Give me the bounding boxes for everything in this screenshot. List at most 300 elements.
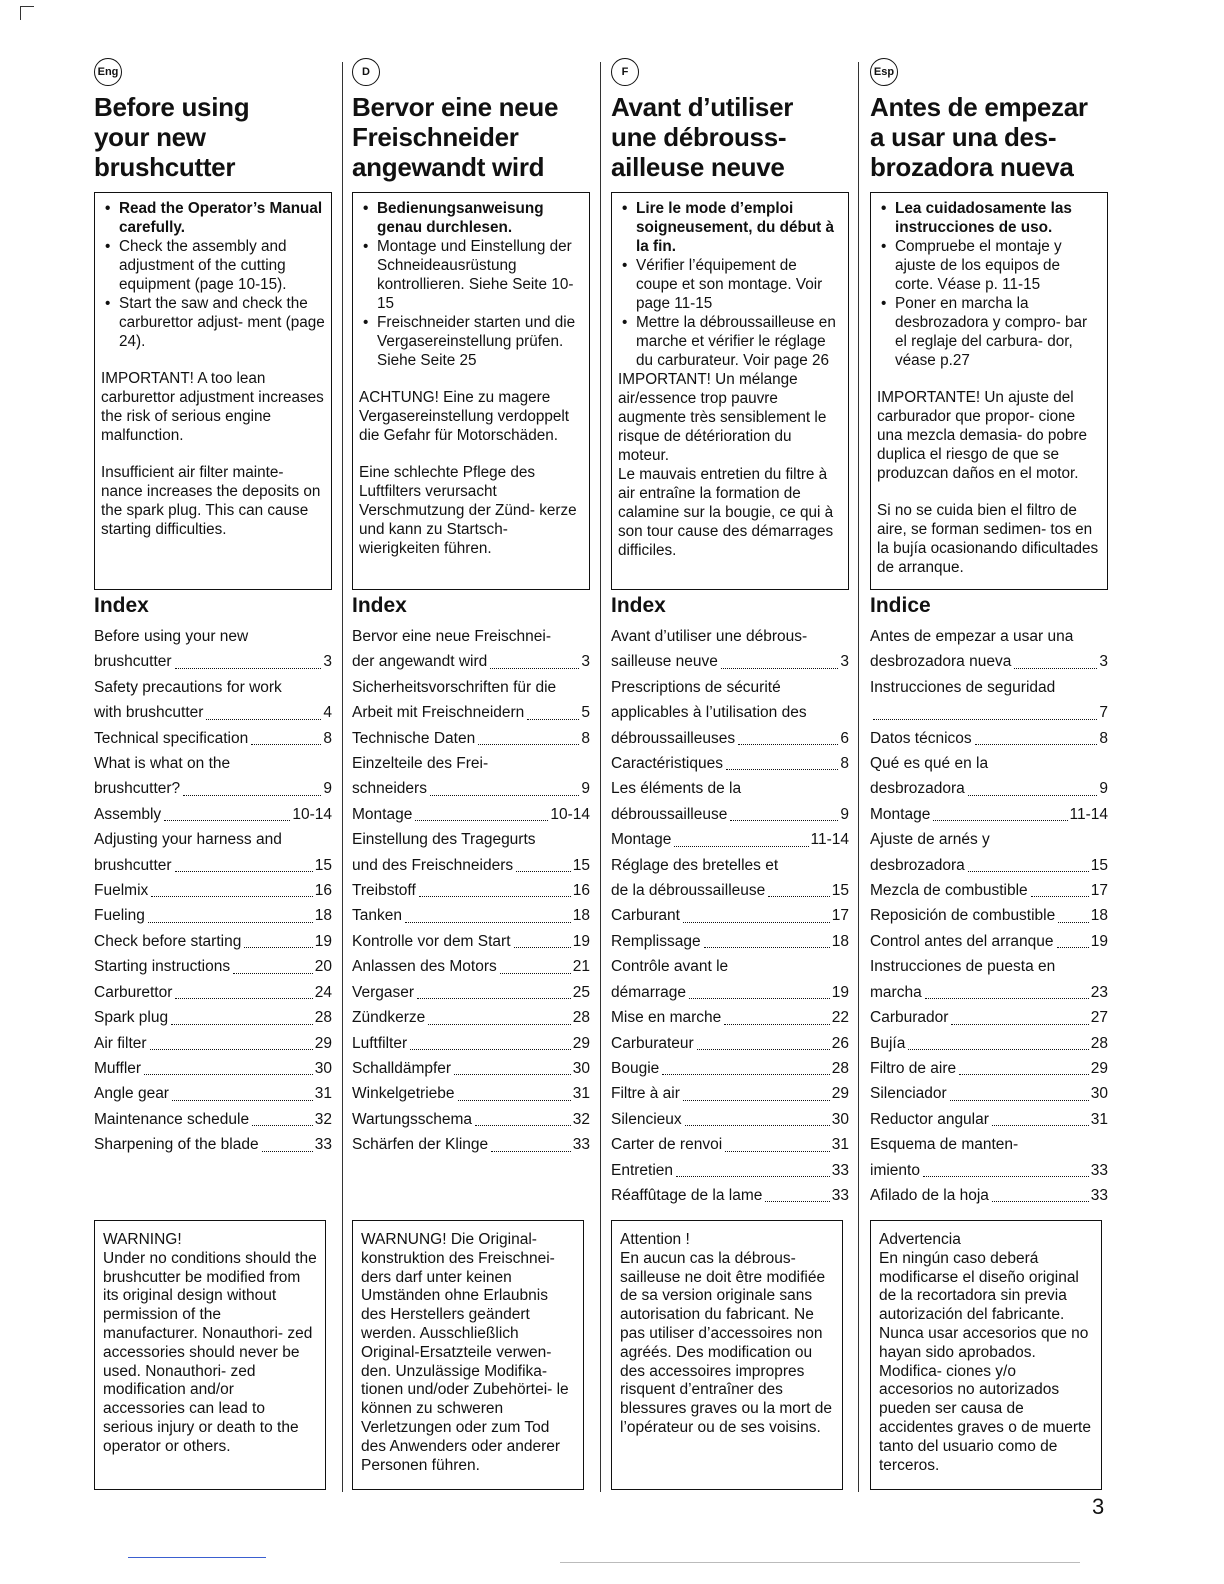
index-entry-page: 19 <box>831 983 849 1001</box>
index-entry[interactable] <box>94 675 332 700</box>
heading-line: Before using <box>94 92 250 122</box>
index-entry-page: 5 <box>581 704 590 722</box>
leader-dots <box>689 980 830 999</box>
index-entry-title: brushcutter? <box>94 780 181 798</box>
leader-dots <box>175 853 313 872</box>
index-entry[interactable] <box>94 1056 332 1081</box>
index-entry-page: 26 <box>831 1034 849 1052</box>
index-entry-page: 30 <box>572 1059 590 1077</box>
index-entry-page: 8 <box>840 755 849 773</box>
index-entry[interactable] <box>94 802 332 827</box>
index-entry-title: Bujía <box>870 1034 906 1052</box>
index-entry-title: der angewandt wird <box>352 653 488 671</box>
index-entry-title: Montage <box>611 831 672 849</box>
leader-dots <box>738 726 838 745</box>
index-entry-title: Spark plug <box>94 1009 169 1027</box>
index-entry-title: Mezcla de combustible <box>870 882 1028 900</box>
index-entry-title: Assembly <box>94 805 162 823</box>
index-entry[interactable] <box>611 903 849 928</box>
index-entry-title: Fueling <box>94 907 145 925</box>
leader-dots <box>768 878 830 897</box>
index-entry-page: 27 <box>1090 1009 1108 1027</box>
index-entry-title: Winkelgetriebe <box>352 1085 455 1103</box>
index-entry-title: Schalldämpfer <box>352 1059 452 1077</box>
index-entry-title: desbrozadora nueva <box>870 653 1012 671</box>
checklist-item: • Read the Operator’s Manual carefully. <box>101 199 325 237</box>
index-entry[interactable] <box>352 675 590 700</box>
index-entry-page: 29 <box>572 1034 590 1052</box>
index-entry[interactable] <box>352 700 590 725</box>
index-entry-page: 28 <box>1090 1034 1108 1052</box>
leader-dots <box>516 853 571 872</box>
index-entry[interactable] <box>94 1031 332 1056</box>
index-entry[interactable] <box>352 624 590 649</box>
index-entry[interactable] <box>870 624 1108 649</box>
index-entry[interactable] <box>94 827 332 852</box>
index-entry-title: Entretien <box>611 1161 674 1179</box>
index-title: Index <box>611 594 666 617</box>
index-entry-title: Control antes del arranque <box>870 932 1054 950</box>
column-german <box>352 58 590 1474</box>
index-entry[interactable] <box>352 929 590 954</box>
checklist-item: • Start the saw and check the carburettor adjust- ment (page 24). <box>101 294 325 351</box>
column-divider <box>858 62 859 1492</box>
precautions-box <box>352 192 590 590</box>
index-entry-title: desbrozadora <box>870 856 965 874</box>
index-entry[interactable] <box>94 776 332 801</box>
index-entry-page: 17 <box>831 907 849 925</box>
index-entry[interactable] <box>870 853 1108 878</box>
index-entry-title: Angle gear <box>94 1085 169 1103</box>
index-entry[interactable] <box>870 980 1108 1005</box>
index-entry-title: Starting instructions <box>94 958 231 976</box>
index-entry-title: Avant d’utiliser une débrous- <box>611 628 808 645</box>
index-entry[interactable] <box>611 751 849 776</box>
checklist <box>618 199 842 370</box>
index-entry[interactable] <box>611 853 849 878</box>
index-entry[interactable] <box>611 827 849 852</box>
index-entry-title: What is what on the <box>94 755 231 773</box>
index-entry[interactable] <box>94 878 332 903</box>
column-divider <box>600 62 601 1492</box>
index-entry[interactable] <box>870 751 1108 776</box>
index-entry[interactable] <box>352 1081 590 1106</box>
leader-dots <box>405 903 571 922</box>
checklist-item: • Poner en marcha la desbrozadora y compro- bar el reglaje del carbura- dor, véase p.27 <box>877 294 1101 370</box>
index-entry[interactable] <box>870 1158 1108 1183</box>
index-entry[interactable] <box>611 878 849 903</box>
index-entry[interactable] <box>870 903 1108 928</box>
index-entry-title: débroussailleuses <box>611 729 736 747</box>
index-entry[interactable] <box>94 853 332 878</box>
heading-line: Avant d’utiliser <box>611 92 794 122</box>
index-entry-page: 31 <box>572 1085 590 1103</box>
index-entry[interactable] <box>870 700 1108 725</box>
index-entry-page: 21 <box>572 958 590 976</box>
index-entry[interactable] <box>611 1005 849 1030</box>
index-entry-title: Air filter <box>94 1034 147 1052</box>
index-entry-title: Instrucciones de puesta en <box>870 958 1056 976</box>
checklist-item: • Montage und Einstellung der Schneideausrüstung kontrollieren. Siehe Seite 10-15 <box>359 237 583 313</box>
index-entry-page: 17 <box>1090 882 1108 900</box>
index-entry[interactable] <box>870 1005 1108 1030</box>
index-entry-title: Esquema de manten- <box>870 1136 1019 1154</box>
heading-line: angewandt wird <box>352 152 545 182</box>
index-entry-page: 3 <box>323 653 332 671</box>
checklist <box>877 199 1101 370</box>
index-entry-page: 15 <box>314 856 332 874</box>
index-entry[interactable] <box>352 1005 590 1030</box>
leader-dots <box>417 980 571 999</box>
index-entry[interactable] <box>870 1183 1108 1208</box>
index-entry[interactable] <box>870 878 1108 903</box>
notice-paragraph: ACHTUNG! Eine zu magere Vergasereinstellung verdoppelt die Gefahr für Motorschäden. <box>359 389 570 444</box>
index-entry[interactable] <box>352 1031 590 1056</box>
notice-paragraph: Eine schlechte Pflege des Luftfilters verursacht Verschmutzung der Zünd- kerze und kann zu Startsch- wierigkeiten führen. <box>359 464 577 557</box>
index-entry[interactable] <box>94 929 332 954</box>
index-entry-page: 33 <box>1090 1186 1108 1204</box>
index-entry[interactable] <box>870 1056 1108 1081</box>
leader-dots <box>171 1005 313 1024</box>
checklist-item: • Compruebe el montaje y ajuste de los equipos de corte. Véase p. 11-15 <box>877 237 1101 294</box>
heading-line: une débrouss- <box>611 122 787 152</box>
index-entry[interactable] <box>352 980 590 1005</box>
index-entry-title: Before using your new <box>94 628 249 645</box>
index-entry-page: 15 <box>572 856 590 874</box>
index-entry-page: 8 <box>1099 729 1108 747</box>
index-entry[interactable] <box>352 1056 590 1081</box>
index-entry-page: 8 <box>323 729 332 747</box>
index-entry-page: 30 <box>831 1110 849 1128</box>
index-entry[interactable] <box>611 1056 849 1081</box>
index-entry[interactable] <box>352 726 590 751</box>
checklist-item: • Freischneider starten und die Vergasereinstellung prüfen. Siehe Seite 25 <box>359 313 583 370</box>
checklist-item: • Lea cuidadosamente las instrucciones de uso. <box>877 199 1101 237</box>
index-entry-title: Technische Daten <box>352 729 476 747</box>
crop-mark-horizontal <box>20 6 34 7</box>
index-entry-page: 19 <box>1090 932 1108 950</box>
index-entry-title: Silencieux <box>611 1110 682 1128</box>
index-entry[interactable] <box>870 954 1108 979</box>
index-entry[interactable] <box>870 1031 1108 1056</box>
heading-line: Antes de empezar <box>870 92 1088 122</box>
index-entry-title: imiento <box>870 1161 920 1179</box>
checklist-item: • Check the assembly and adjustment of the cutting equipment (page 10-15). <box>101 237 325 294</box>
checklist-item: • Lire le mode d’emploi soigneusement, du début à la fin. <box>618 199 842 256</box>
language-badge: F <box>611 58 639 86</box>
index-entry[interactable] <box>870 802 1108 827</box>
leader-dots <box>478 726 579 745</box>
index-list <box>870 624 1108 1208</box>
precautions-box <box>611 192 849 590</box>
index-entry[interactable] <box>352 802 590 827</box>
index-entry-title: Carburateur <box>611 1034 694 1052</box>
index-entry-title: Instrucciones de seguridad <box>870 678 1056 696</box>
index-entry-title: Safety precautions for work <box>94 678 282 696</box>
column-divider <box>342 62 343 1492</box>
index-entry-title: Anlassen des Motors <box>352 958 497 976</box>
index-entry-title: Carter de renvoi <box>611 1136 723 1154</box>
index-entry-title: Filtre à air <box>611 1085 680 1103</box>
index-entry-page: 9 <box>581 780 590 798</box>
index-entry[interactable] <box>352 1107 590 1132</box>
index-entry-page: 29 <box>1090 1059 1108 1077</box>
index-entry[interactable] <box>611 802 849 827</box>
index-entry-title: Bervor eine neue Freischnei- <box>352 628 552 645</box>
index-entry-title: Carburant <box>611 907 680 925</box>
index-entry[interactable] <box>611 980 849 1005</box>
leader-dots <box>251 726 321 745</box>
index-entry-title: Silenciador <box>870 1085 947 1103</box>
index-entry-page: 20 <box>314 958 332 976</box>
index-title: Index <box>352 594 407 617</box>
index-entry-page: 15 <box>831 882 849 900</box>
index-entry-page: 24 <box>314 983 332 1001</box>
index-entry[interactable] <box>870 776 1108 801</box>
index-entry-title: Kontrolle vor dem Start <box>352 932 511 950</box>
index-entry[interactable] <box>870 649 1108 674</box>
warning-box: WARNING! Under no conditions should the brushcutter be modified from its original design without permission of the manufacturer. Nonauthori- zed accessories should never be used. Nonauthori- zed modification and/or accessories can lead to serious injury or death to the operator or others. <box>94 1220 326 1490</box>
warning-box: Attention ! En aucun cas la débrous- sailleuse ne doit être modifiée de sa version originale sans autorisation du fabricant. Ne pas utiliser d’accessoires non agréés. Des modification ou des accessoires impropres risquent d’entraîner des blessures graves ou la mort de l’opérateur ou de ses voisins. <box>611 1220 843 1490</box>
index-entry[interactable] <box>94 1107 332 1132</box>
index-entry[interactable] <box>352 776 590 801</box>
index-entry[interactable] <box>352 878 590 903</box>
heading-line: ailleuse neuve <box>611 152 785 182</box>
checklist <box>359 199 583 370</box>
index-entry-title: Bougie <box>611 1059 660 1077</box>
leader-dots <box>1057 929 1089 948</box>
leader-dots <box>233 954 313 973</box>
index-entry[interactable] <box>94 1005 332 1030</box>
leader-dots <box>514 929 571 948</box>
index-entry-page: 33 <box>314 1136 332 1154</box>
leader-dots <box>975 726 1098 745</box>
index-entry[interactable] <box>352 751 590 776</box>
leader-dots <box>183 776 321 795</box>
index-entry[interactable] <box>352 1132 590 1157</box>
index-entry[interactable] <box>352 853 590 878</box>
index-entry-page: 10-14 <box>292 805 332 823</box>
index-list <box>94 624 332 1158</box>
index-entry-title: Mise en marche <box>611 1009 722 1027</box>
index-entry-page: 22 <box>831 1009 849 1027</box>
index-entry-title: Remplissage <box>611 932 701 950</box>
leader-dots <box>1014 649 1097 668</box>
footer-rule <box>128 1557 266 1558</box>
index-entry-title: Zündkerze <box>352 1009 426 1027</box>
index-title: Indice <box>870 594 931 617</box>
crop-mark-vertical <box>20 6 21 20</box>
index-entry[interactable] <box>611 1081 849 1106</box>
index-entry-title: Afilado de la hoja <box>870 1186 989 1204</box>
index-entry[interactable] <box>611 1031 849 1056</box>
index-entry[interactable] <box>611 954 849 979</box>
warning-box: Advertencia En ningún caso deberá modificarse el diseño original de la recortadora sin previa autorización del fabricante. Nunca usar accesorios que no hayan sido aprobados. Modifica- ciones y/o accesorios no autorizados pueden ser causa de accidentes graves o de muerte tanto del usuario como de terceros. <box>870 1220 1102 1490</box>
index-entry-page: 3 <box>1099 653 1108 671</box>
leader-dots <box>730 802 838 821</box>
leader-dots <box>923 1158 1089 1177</box>
notice-paragraph: Si no se cuida bien el filtro de aire, se forman sedimen- tos en la bujía ocasionando dificultades de arranque. <box>877 502 1099 576</box>
language-badge: Esp <box>870 58 898 86</box>
footer-rule <box>560 1562 1080 1563</box>
leader-dots <box>150 1031 313 1050</box>
index-entry-title: Check before starting <box>94 932 242 950</box>
leader-dots <box>959 1056 1089 1075</box>
leader-dots <box>662 1056 829 1075</box>
index-entry-title: Arbeit mit Freischneidern <box>352 704 525 722</box>
leader-dots <box>490 649 579 668</box>
index-entry[interactable] <box>94 980 332 1005</box>
index-entry-title: Datos técnicos <box>870 729 972 747</box>
index-entry-title: Einstellung des Tragegurts <box>352 831 536 849</box>
index-entry-page: 31 <box>831 1136 849 1154</box>
index-entry[interactable] <box>870 1081 1108 1106</box>
index-entry-title: démarrage <box>611 983 686 1001</box>
index-entry-page: 18 <box>572 907 590 925</box>
leader-dots <box>683 903 830 922</box>
index-entry-title: de la débroussailleuse <box>611 882 766 900</box>
index-entry-page: 29 <box>831 1085 849 1103</box>
leader-dots <box>992 1107 1089 1126</box>
leader-dots <box>527 700 579 719</box>
index-entry[interactable] <box>94 903 332 928</box>
index-entry-page: 30 <box>314 1059 332 1077</box>
index-entry-title: Montage <box>352 805 413 823</box>
index-entry-title: applicables à l’utilisation des <box>611 704 807 722</box>
index-entry[interactable] <box>611 1107 849 1132</box>
index-entry-page: 3 <box>840 653 849 671</box>
index-entry[interactable] <box>94 954 332 979</box>
notice-paragraph: Insufficient air filter mainte- nance increases the deposits on the spark plug. This can cause starting difficulties. <box>101 464 321 538</box>
index-entry[interactable] <box>611 726 849 751</box>
notice-paragraph: IMPORTANT! A too lean carburettor adjustment increases the risk of serious engine malfunction. <box>101 370 324 444</box>
index-entry-page: 32 <box>572 1110 590 1128</box>
index-entry[interactable] <box>352 649 590 674</box>
index-entry-title: Réaffûtage de la lame <box>611 1186 763 1204</box>
leader-dots <box>950 1081 1089 1100</box>
index-entry-title: Sharpening of the blade <box>94 1136 259 1154</box>
leader-dots <box>419 878 571 897</box>
section-heading <box>870 92 1108 184</box>
index-entry[interactable] <box>94 1081 332 1106</box>
index-entry[interactable] <box>870 1107 1108 1132</box>
index-entry[interactable] <box>94 649 332 674</box>
index-entry-title: Muffler <box>94 1059 142 1077</box>
index-entry-title: marcha <box>870 983 922 1001</box>
index-entry[interactable] <box>611 700 849 725</box>
leader-dots <box>262 1132 313 1151</box>
leader-dots <box>148 903 313 922</box>
language-badge: D <box>352 58 380 86</box>
index-entry-page: 8 <box>581 729 590 747</box>
index-entry-title: brushcutter <box>94 856 172 874</box>
leader-dots <box>968 853 1089 872</box>
index-entry[interactable] <box>94 624 332 649</box>
leader-dots <box>724 1005 829 1024</box>
leader-dots <box>704 929 830 948</box>
leader-dots <box>1058 903 1089 922</box>
index-entry-page: 9 <box>1099 780 1108 798</box>
leader-dots <box>933 802 1067 821</box>
index-entry-page: 11-14 <box>1069 805 1108 823</box>
index-entry-title: Tanken <box>352 907 402 925</box>
leader-dots <box>164 802 290 821</box>
index-entry-title: Contrôle avant le <box>611 958 729 976</box>
index-entry[interactable] <box>611 675 849 700</box>
precautions-box <box>870 192 1108 590</box>
language-badge: Eng <box>94 58 122 86</box>
index-entry-page: 28 <box>831 1059 849 1077</box>
leader-dots <box>175 649 322 668</box>
index-entry[interactable] <box>94 726 332 751</box>
index-entry[interactable] <box>870 827 1108 852</box>
index-entry-title: Adjusting your harness and <box>94 831 282 849</box>
index-entry[interactable] <box>611 776 849 801</box>
leader-dots <box>873 700 1097 719</box>
index-entry-title: schneiders <box>352 780 427 798</box>
index-entry-title: Caractéristiques <box>611 755 723 773</box>
index-entry-title: Les éléments de la <box>611 780 742 798</box>
index-entry[interactable] <box>352 903 590 928</box>
index-entry[interactable] <box>870 1132 1108 1157</box>
index-entry-title: Maintenance schedule <box>94 1110 250 1128</box>
index-entry[interactable] <box>352 827 590 852</box>
index-entry[interactable] <box>611 1158 849 1183</box>
index-entry[interactable] <box>870 726 1108 751</box>
heading-line: brushcutter <box>94 152 236 182</box>
index-entry[interactable] <box>611 1132 849 1157</box>
index-entry[interactable] <box>94 751 332 776</box>
index-entry-title: Antes de empezar a usar una <box>870 628 1074 645</box>
index-entry[interactable] <box>611 649 849 674</box>
index-entry-title: desbrozadora <box>870 780 965 798</box>
column-spanish <box>870 58 1108 1474</box>
leader-dots <box>244 929 312 948</box>
section-heading <box>352 92 590 184</box>
index-entry-title: Sicherheitsvorschriften für die <box>352 678 557 696</box>
leader-dots <box>458 1081 571 1100</box>
index-entry-page: 33 <box>1090 1161 1108 1179</box>
index-entry[interactable] <box>870 929 1108 954</box>
index-entry[interactable] <box>352 954 590 979</box>
index-entry-page: 6 <box>840 729 849 747</box>
leader-dots <box>721 649 839 668</box>
leader-dots <box>172 1081 313 1100</box>
index-entry[interactable] <box>611 624 849 649</box>
index-list <box>611 624 849 1208</box>
index-entry-title: und des Freischneiders <box>352 856 514 874</box>
leader-dots <box>206 700 321 719</box>
index-entry[interactable] <box>611 929 849 954</box>
index-entry-title: Ajuste de arnés y <box>870 831 990 849</box>
index-list <box>352 624 590 1158</box>
index-entry-title: Wartungsschema <box>352 1110 473 1128</box>
leader-dots <box>676 1158 830 1177</box>
leader-dots <box>968 776 1098 795</box>
index-entry-title: Qué es qué en la <box>870 755 989 773</box>
leader-dots <box>491 1132 571 1151</box>
leader-dots <box>151 878 312 897</box>
index-entry[interactable] <box>611 1183 849 1208</box>
index-entry-page: 30 <box>1090 1085 1108 1103</box>
index-entry[interactable] <box>94 1132 332 1157</box>
index-entry[interactable] <box>870 675 1108 700</box>
index-entry-page: 31 <box>1090 1110 1108 1128</box>
index-entry[interactable] <box>94 700 332 725</box>
leader-dots <box>674 827 808 846</box>
index-entry-title: Reposición de combustible <box>870 907 1056 925</box>
index-entry-page: 31 <box>314 1085 332 1103</box>
